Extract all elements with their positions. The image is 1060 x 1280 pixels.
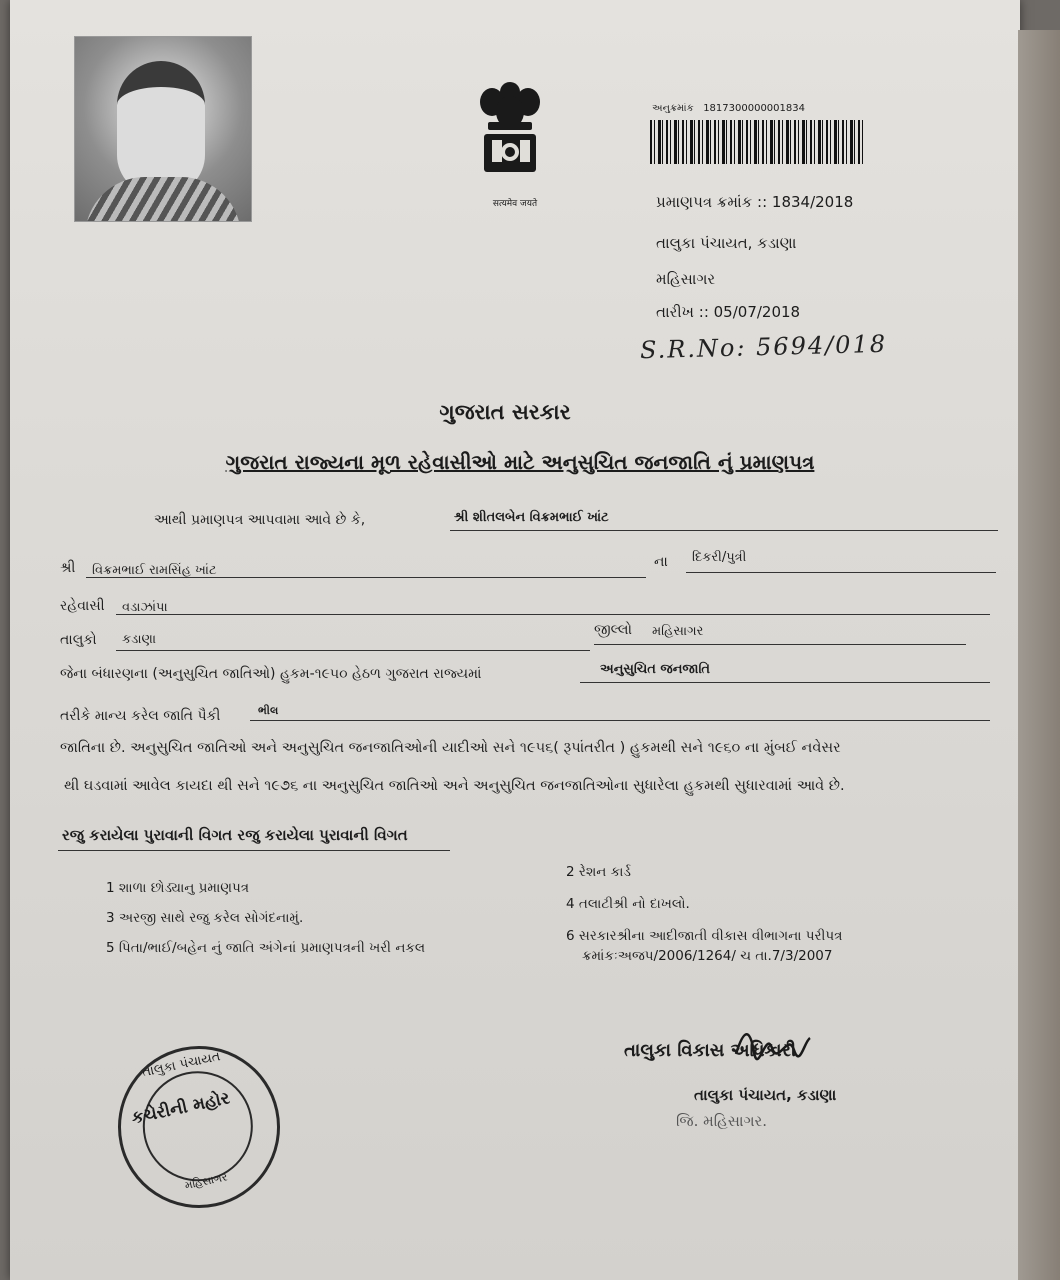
serial-label: અનુક્રમાંક xyxy=(652,103,694,114)
intro-label: આથી પ્રમાણપત્ર આપવામા આવે છે કે, xyxy=(154,512,366,528)
paragraph-line-2: થી ઘડવામાં આવેલ કાયદા થી સને ૧૯૭૬ ના અનુસુચિત જાતિઓ અને અનુસુચિત જનજાતિઓના સુધારેલા હુકમથી સુધારવામાં આવે છે. xyxy=(64,778,845,794)
document-item: ક્રમાંકઃઅજપ/2006/1264/ ચ તા.7/3/2007 xyxy=(582,948,833,964)
taluka-value: કડાણા xyxy=(122,632,157,647)
photo-face xyxy=(117,61,205,195)
emblem-motto: सत्यमेव जयते xyxy=(492,199,538,209)
document-item: 5 પિતા/ભાઈ/બહેન નું જાતિ અંગેનાં પ્રમાણપત્રની ખરી નકલ xyxy=(106,940,426,956)
certificate-title: ગુજરાત રાજ્યના મૂળ રહેવાસીઓ માટે અનુસુચિત જનજાતિ નું પ્રમાણપત્ર xyxy=(225,450,815,474)
relation-underline xyxy=(686,572,996,573)
document-item: 6 સરકારશ્રીના આદીજાતી વીકાસ વીભાગના પરીપત્ર xyxy=(566,928,843,944)
signatory-title: તાલુકા વિકાસ અધિકારી xyxy=(624,1040,797,1061)
document-item: 1 શાળા છોડ્યાનુ પ્રમાણપત્ર xyxy=(106,880,250,896)
constitution-label: જેના બંધારણના (અનુસુચિત જાતિઓ) હુકમ-૧૯૫૦ હેઠળ ગુજરાત રાજ્યમાં xyxy=(60,666,482,682)
stamp-inner-ring xyxy=(133,1061,263,1191)
father-underline xyxy=(86,577,646,578)
shri-label: શ્રી xyxy=(60,560,76,576)
na-label: ના xyxy=(654,554,668,570)
tribe-label: તરીકે માન્ય કરેલ જાતિ પૈકી xyxy=(60,708,221,724)
issuing-office: તાલુકા પંચાયત, કડાણા xyxy=(656,234,797,252)
signatory-office: તાલુકા પંચાયત, કડાણા xyxy=(694,1086,837,1104)
issue-date: તારીખ :: 05/07/2018 xyxy=(656,303,801,321)
document-item: 2 રેશન કાર્ડ xyxy=(566,864,631,880)
name-underline xyxy=(450,530,998,531)
resident-value: વડાઝાંપા xyxy=(122,600,168,615)
government-heading: ગુજરાત સરકાર xyxy=(439,400,571,424)
resident-label: રહેવાસી xyxy=(60,598,105,614)
district-underline xyxy=(594,644,966,645)
district-value: મહિસાગર xyxy=(652,624,704,639)
stamp-middle-text: કચેરીની મહોર xyxy=(129,1088,232,1129)
barcode xyxy=(650,120,866,164)
father-name: વિક્રમભાઈ રામસિંહ ખાંટ xyxy=(92,563,217,578)
issuing-district: મહિસાગર xyxy=(656,270,716,288)
national-emblem-icon xyxy=(462,78,558,208)
relation-value: દિકરી/પુત્રી xyxy=(692,550,747,565)
tribe-underline xyxy=(250,720,990,721)
serial-value: 1817300000001834 xyxy=(703,103,805,114)
taluka-label: તાલુકો xyxy=(60,632,97,648)
document-item: 4 તલાટીશ્રી નો દાખલો. xyxy=(566,896,690,912)
documents-heading-underline xyxy=(58,850,450,851)
constitution-underline xyxy=(580,682,990,683)
stamp-top-text: તાલુકા પંચાયત xyxy=(140,1049,222,1081)
certificate-number: પ્રમાણપત્ર ક્રમાંક :: 1834/2018 xyxy=(656,193,854,211)
serial-number xyxy=(652,103,805,114)
taluka-underline xyxy=(116,650,590,651)
handwritten-sr-number: S.R.No: 5694/018 xyxy=(639,329,888,365)
constitution-value: અનુસુચિત જનજાતિ xyxy=(600,662,711,677)
applicant-name: શ્રી શીતલબેન વિક્રમભાઈ ખાંટ xyxy=(454,510,609,525)
applicant-photo xyxy=(74,36,252,222)
background-surface xyxy=(1018,30,1060,1280)
signatory-district: જિ. મહિસાગર. xyxy=(676,1112,768,1130)
document-item: 3 અરજી સાથે રજુ કરેલ સોગંદનામું. xyxy=(106,910,304,926)
documents-heading: રજુ કરાયેલા પુરાવાની વિગત રજુ કરાયેલા પુરાવાની વિગત xyxy=(62,826,408,844)
tribe-value: ભીલ xyxy=(258,704,279,717)
resident-underline xyxy=(116,614,990,615)
district-label: જીલ્લો xyxy=(594,622,632,638)
stamp-bottom-text: મહિસાગર xyxy=(183,1170,229,1193)
photo-body xyxy=(85,177,241,222)
paragraph-line-1: જાતિના છે. અનુસુચિત જાતિઓ અને અનુસુચિત જનજાતિઓની યાદીઓ સને ૧૯૫૬( રૂપાંતરીત ) હુકમથી સને ૧૯૬૦ ના મુંબઈ નવેસર xyxy=(60,740,841,756)
